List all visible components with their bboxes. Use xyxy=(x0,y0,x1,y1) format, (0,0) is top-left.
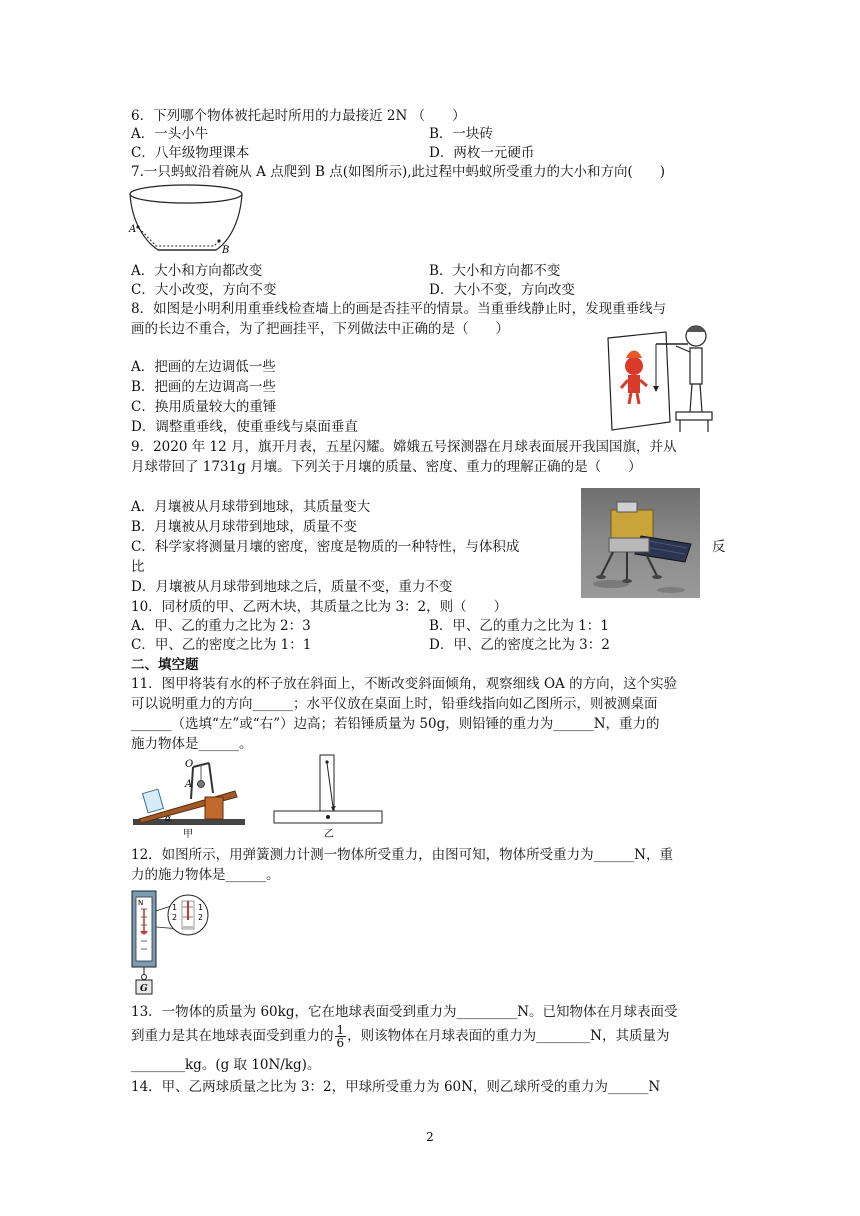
q12-line2: 力的施力物体是______。 xyxy=(131,867,280,883)
bowl-label-a: A xyxy=(129,224,137,235)
spring-scale-figure xyxy=(128,887,220,999)
figure-jia-incline xyxy=(131,753,249,839)
q13-line2 xyxy=(131,1021,669,1051)
q10-option-b: B．甲、乙的重力之比为 1：1 xyxy=(429,618,609,634)
page-number: 2 xyxy=(426,1130,434,1144)
q8-option-b: B．把画的左边调高一些 xyxy=(131,379,276,395)
q9-option-b: B．月壤被从月球带到地球，质量不变 xyxy=(131,519,357,535)
fig-label-o: O xyxy=(185,759,194,770)
fraction-one-sixth xyxy=(335,1024,347,1049)
q6-option-a: A．一头小牛 xyxy=(131,126,209,142)
bowl-label-b: B xyxy=(222,245,230,256)
fig-label-a: A xyxy=(185,779,193,790)
q10-option-c: C．甲、乙的密度之比为 1：1 xyxy=(131,637,312,653)
scale-label-n: N xyxy=(138,899,144,907)
fig-label-yi: 乙 xyxy=(324,829,334,839)
q11-line3: ______（选填“左”或“右”）边高；若铅锤质量为 50g，则铅锤的重力为______N，重力的 xyxy=(131,716,660,732)
q6-option-b: B．一块砖 xyxy=(429,126,493,142)
figure-yi-level xyxy=(270,753,388,839)
q9-option-d: D．月壤被从月球带到地球之后，质量不变，重力不变 xyxy=(131,579,453,595)
q7-option-b: B．大小和方向都不变 xyxy=(429,263,561,279)
q11-line4: 施力物体是______。 xyxy=(131,736,253,752)
q9-option-c: C．科学家将测量月壤的密度，密度是物质的一种特性，与体积成 xyxy=(131,539,520,555)
painting-plumb-figure xyxy=(604,322,718,440)
q10-option-d: D．甲、乙的密度之比为 3：2 xyxy=(429,637,610,653)
section-heading-fill-in: 二、填空题 xyxy=(131,657,199,673)
q7-option-d: D．大小不变，方向改变 xyxy=(429,282,575,298)
q13-line2-suffix: ，则该物体在月球表面的重力为________N，其质量为 xyxy=(347,1028,670,1044)
q13-line3: ________kg。(g 取 10N/kg)。 xyxy=(131,1057,321,1073)
q13-line1: 13．一物体的质量为 60kg，它在地球表面受到重力为_________N。已知物体在月球表面受 xyxy=(131,1004,678,1020)
svg-text:2: 2 xyxy=(198,913,204,922)
bowl-figure xyxy=(128,184,246,258)
svg-text:2: 2 xyxy=(172,913,178,922)
q9-option-c-line2: 比 xyxy=(131,559,145,575)
fig-label-alpha: α xyxy=(165,814,172,824)
q8-option-a: A．把画的左边调低一些 xyxy=(131,359,276,375)
fraction-numerator: 1 xyxy=(336,1023,345,1037)
fraction-denominator: 6 xyxy=(336,1036,345,1050)
q11-line2: 可以说明重力的方向______；水平仪放在桌面上时，铅垂线指向如乙图所示，则被测桌面 xyxy=(131,696,658,712)
q7-option-c: C．大小改变，方向不变 xyxy=(131,282,277,298)
q8-stem-line2: 画的长边不重合，为了把画挂平，下列做法中正确的是（ ） xyxy=(131,321,509,337)
q10-stem: 10．同材质的甲、乙两木块，其质量之比为 3：2，则（ ） xyxy=(131,599,508,615)
q9-option-c-tail: 反 xyxy=(712,539,726,555)
lunar-lander-photo xyxy=(581,488,700,598)
svg-text:1: 1 xyxy=(172,903,178,912)
q9-stem-line2: 月球带回了 1731g 月壤。下列关于月壤的质量、密度、重力的理解正确的是（ ） xyxy=(131,459,642,475)
fig-label-jia: 甲 xyxy=(183,829,193,839)
q6-stem: 6．下列哪个物体被托起时所用的力最接近 2N （ ） xyxy=(131,108,466,124)
q6-option-d: D．两枚一元硬币 xyxy=(429,145,535,161)
svg-text:1: 1 xyxy=(198,903,204,912)
scale-label-g: G xyxy=(140,984,148,994)
q13-line2-prefix: 到重力是其在地球表面受到重力的 xyxy=(131,1028,334,1044)
q6-option-c: C．八年级物理课本 xyxy=(131,145,250,161)
q8-option-d: D．调整重垂线，使重垂线与桌面垂直 xyxy=(131,419,358,435)
q8-stem-line1: 8．如图是小明利用重垂线检查墙上的画是否挂平的情景。当重垂线静止时，发现重垂线与 xyxy=(131,301,667,317)
q12-line1: 12．如图所示，用弹簧测力计测一物体所受重力，由图可知，物体所受重力为______N，重 xyxy=(131,847,673,863)
q10-option-a: A．甲、乙的重力之比为 2：3 xyxy=(131,618,311,634)
q8-option-c: C．换用质量较大的重锤 xyxy=(131,399,277,415)
q7-stem: 7.一只蚂蚁沿着碗从 A 点爬到 B 点(如图所示),此过程中蚂蚁所受重力的大小和方向( ) xyxy=(131,164,666,180)
q7-option-a: A．大小和方向都改变 xyxy=(131,263,263,279)
q9-option-a: A．月壤被从月球带到地球，其质量变大 xyxy=(131,499,371,515)
q14-line1: 14．甲、乙两球质量之比为 3：2，甲球所受重力为 60N，则乙球所受的重力为______N xyxy=(131,1079,661,1095)
q11-line1: 11．图甲将装有水的杯子放在斜面上，不断改变斜面倾角，观察细线 OA 的方向，这个实验 xyxy=(131,676,678,692)
q9-stem-line1: 9．2020 年 12 月，旗开月表，五星闪耀。嫦娥五号探测器在月球表面展开我国国旗，并从 xyxy=(131,439,677,455)
